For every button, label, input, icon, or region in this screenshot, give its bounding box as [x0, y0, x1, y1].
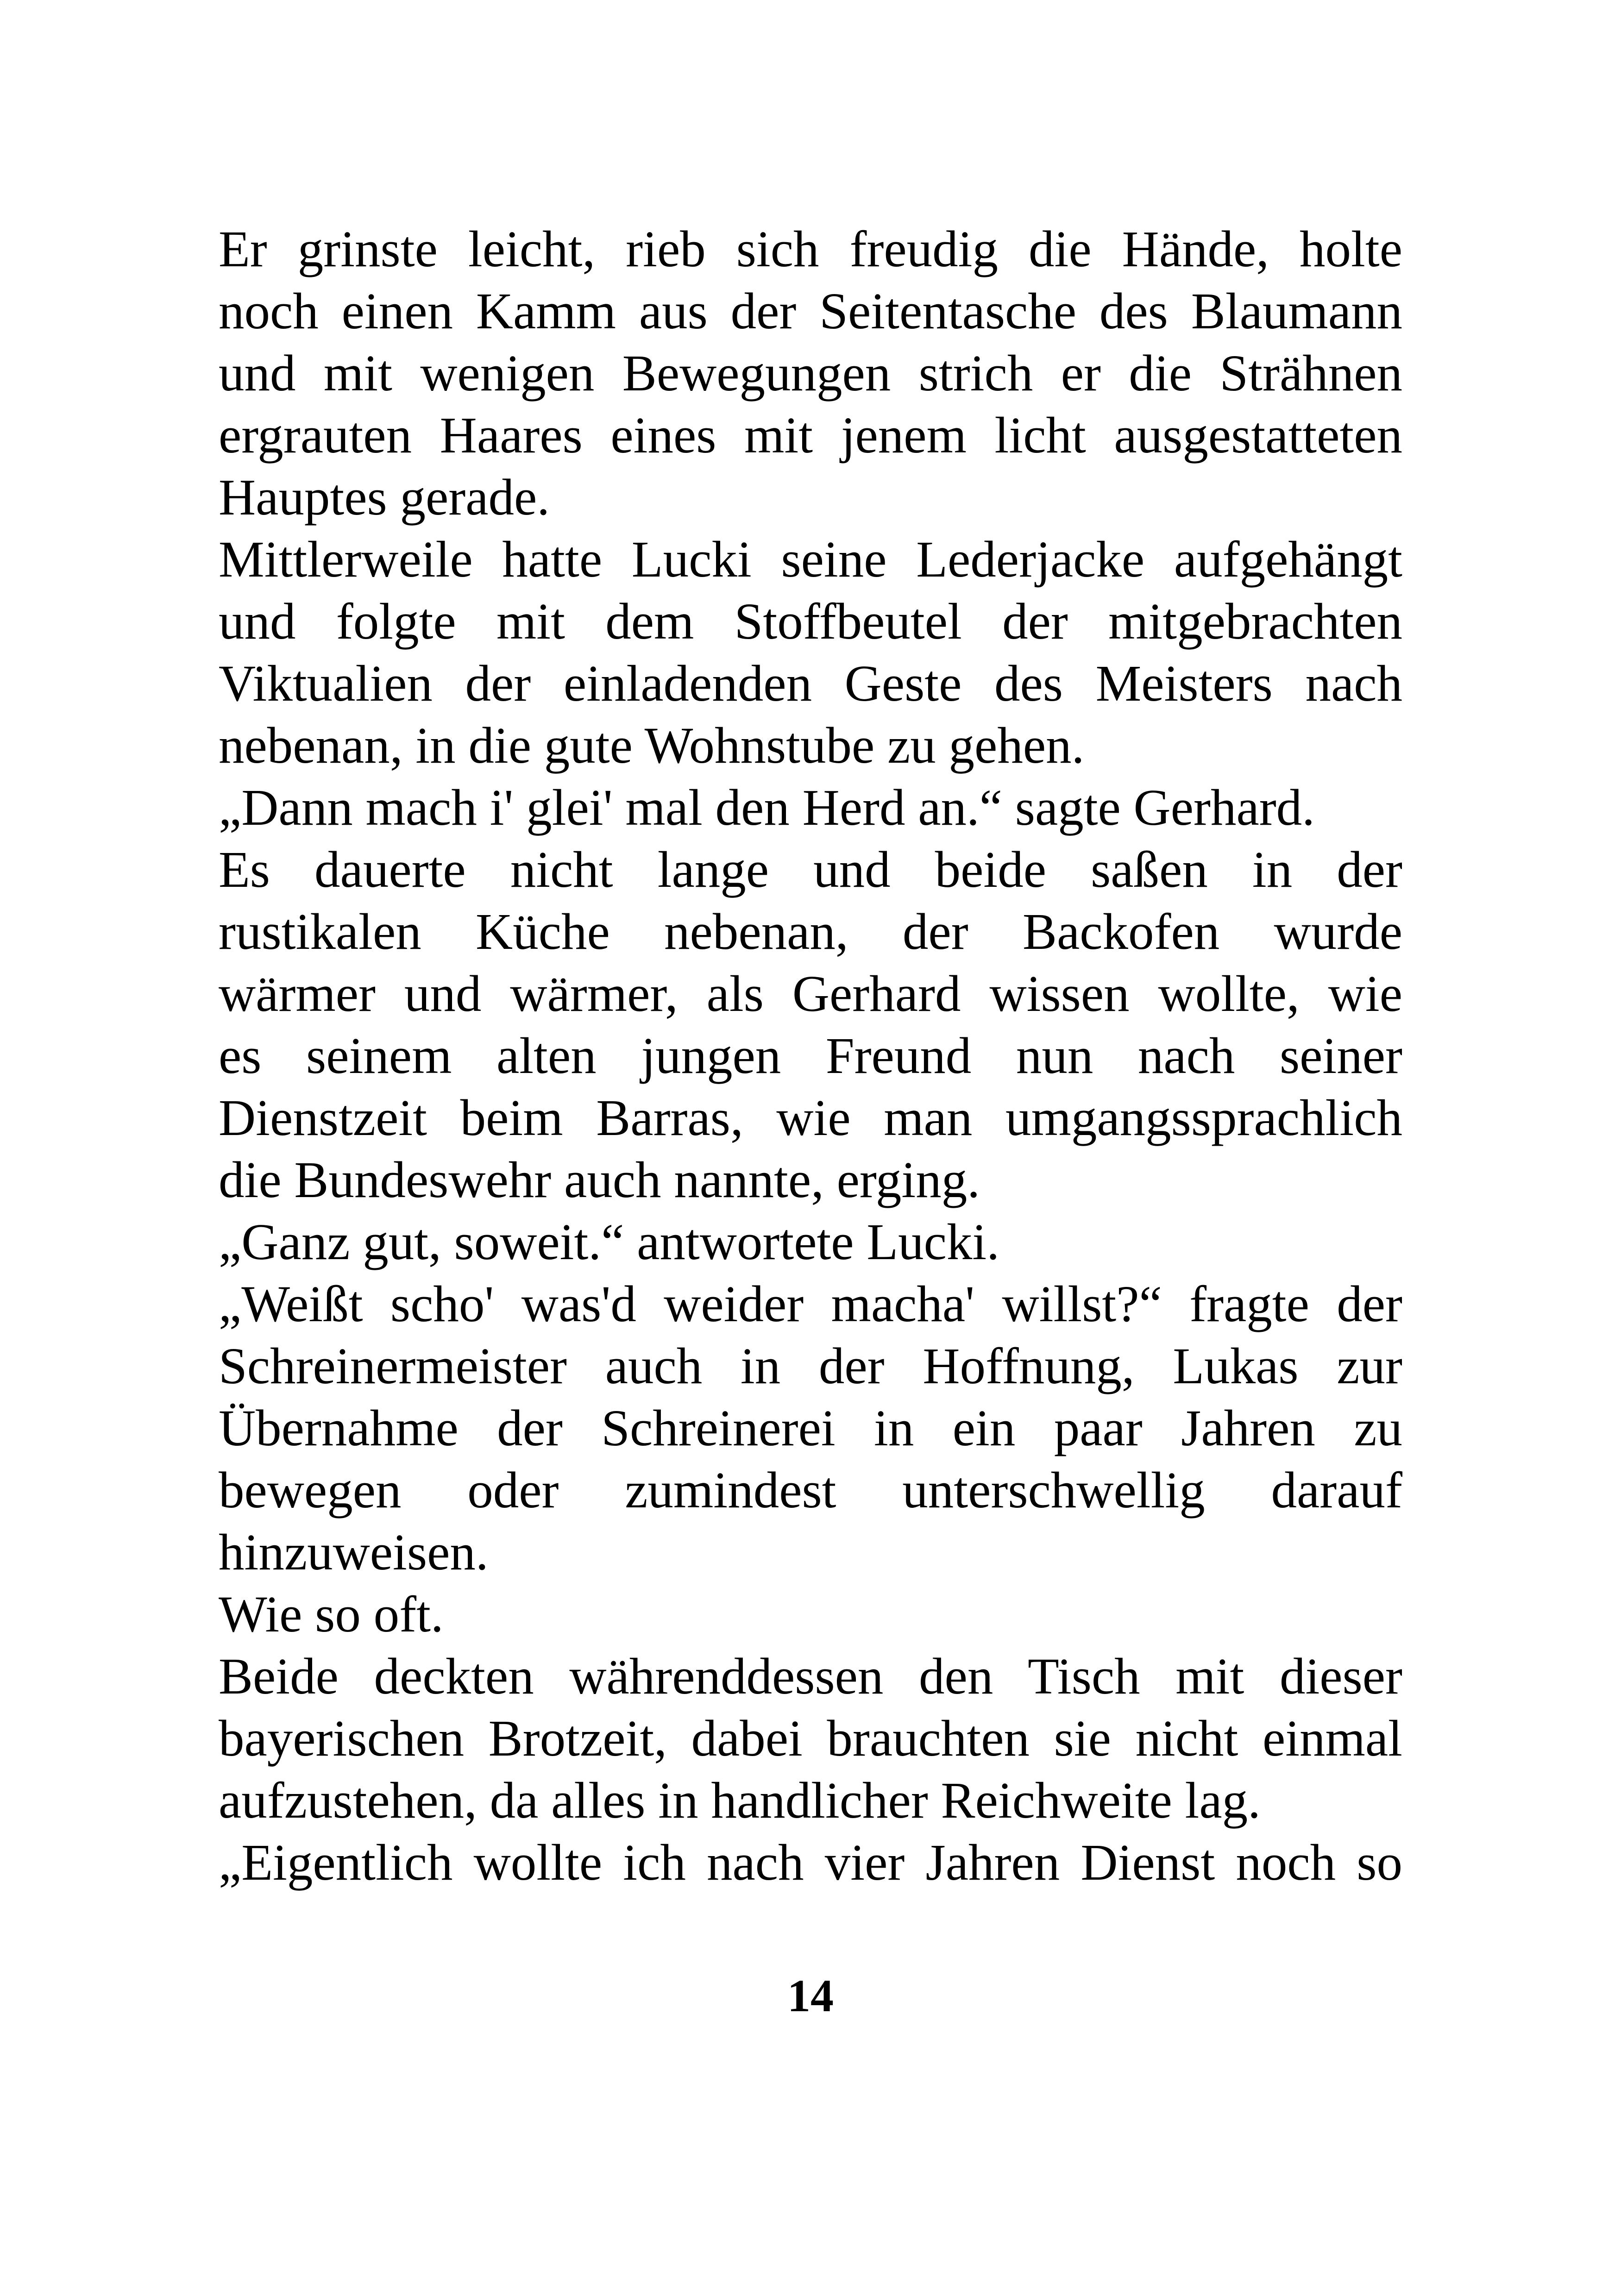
text-line: noch einen Kamm aus der Seitentasche des Blaumann	[219, 283, 1402, 340]
text-line: aufzustehen, da alles in handlicher Reichweite lag.	[219, 1772, 1261, 1829]
paragraph	[219, 1832, 1402, 1894]
text-line: Hauptes gerade.	[219, 469, 550, 526]
text-line: Es dauerte nicht lange und beide saßen in der	[219, 841, 1402, 898]
text-line: Er grinste leicht, rieb sich freudig die Hände, holte	[219, 221, 1402, 278]
text-line: rustikalen Küche nebenan, der Backofen wurde	[219, 903, 1402, 960]
text-line: Übernahme der Schreinerei in ein paar Jahren zu	[219, 1400, 1402, 1457]
text-line: „Eigentlich wollte ich nach vier Jahren Dienst noch so	[219, 1834, 1402, 1891]
text-line: Viktualien der einladenden Geste des Meisters nach	[219, 655, 1402, 712]
paragraph	[219, 219, 1402, 529]
text-line: Mittlerweile hatte Lucki seine Lederjacke aufgehängt	[219, 531, 1402, 588]
text-line: es seinem alten jungen Freund nun nach seiner	[219, 1028, 1402, 1085]
text-line: Wie so oft.	[219, 1586, 444, 1643]
text-line: nebenan, in die gute Wohnstube zu gehen.	[219, 717, 1085, 774]
paragraph	[219, 839, 1402, 1211]
text-line: wärmer und wärmer, als Gerhard wissen wollte, wie	[219, 966, 1402, 1023]
page-number: 14	[787, 1970, 834, 2021]
paragraph	[219, 1584, 1402, 1646]
paragraph	[219, 1211, 1402, 1273]
text-line: bayerischen Brotzeit, dabei brauchten sie nicht einmal	[219, 1710, 1402, 1767]
text-line: hinzuweisen.	[219, 1524, 489, 1581]
text-line: bewegen oder zumindest unterschwellig darauf	[219, 1462, 1402, 1519]
paragraph	[219, 1273, 1402, 1584]
paragraph	[219, 777, 1402, 839]
text-line: „Weißt scho' was'd weider macha' willst?“ fragte der	[219, 1276, 1402, 1333]
text-line: und folgte mit dem Stoffbeutel der mitgebrachten	[219, 593, 1402, 650]
body-text	[219, 219, 1402, 1894]
paragraph	[219, 1646, 1402, 1832]
text-line: die Bundeswehr auch nannte, erging.	[219, 1152, 980, 1209]
text-line: Dienstzeit beim Barras, wie man umgangssprachlich	[219, 1090, 1402, 1147]
text-line: Schreinermeister auch in der Hoffnung, Lukas zur	[219, 1338, 1402, 1395]
text-line: ergrauten Haares eines mit jenem licht ausgestatteten	[219, 407, 1402, 464]
text-line: Beide deckten währenddessen den Tisch mit dieser	[219, 1648, 1402, 1705]
text-line: „Dann mach i' glei' mal den Herd an.“ sagte Gerhard.	[219, 779, 1315, 836]
text-line: und mit wenigen Bewegungen strich er die Strähnen	[219, 345, 1402, 402]
text-line: „Ganz gut, soweit.“ antwortete Lucki.	[219, 1214, 999, 1271]
paragraph	[219, 529, 1402, 777]
